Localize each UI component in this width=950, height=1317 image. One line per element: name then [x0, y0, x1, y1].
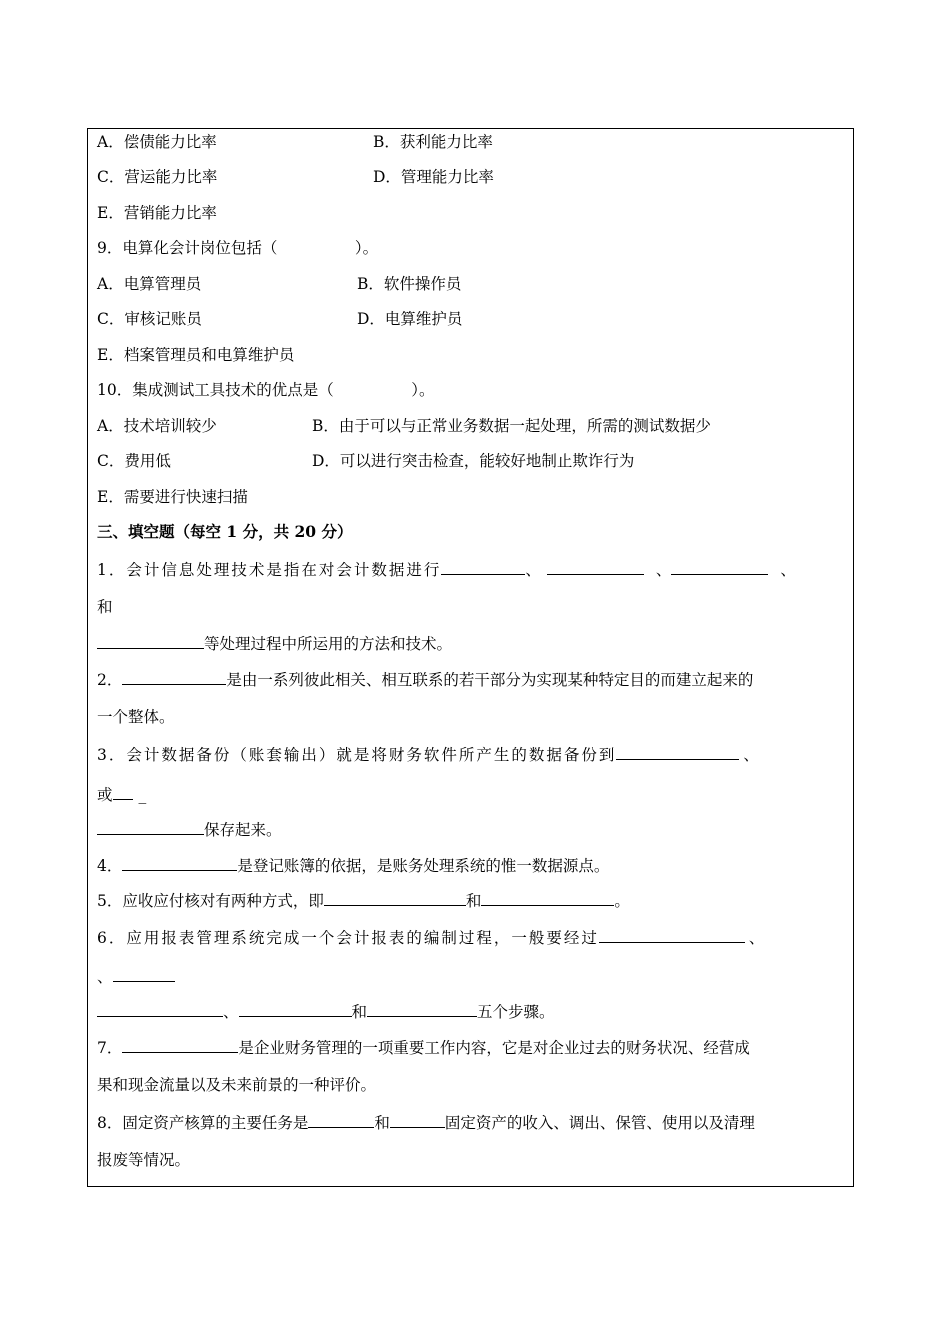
q10-option-a: A．技术培训较少 [97, 417, 217, 435]
separator: 、 [748, 929, 765, 947]
q10-option-c: C．费用低 [97, 452, 171, 470]
fill-q2-line1 [97, 668, 753, 692]
fill-q4-line [97, 854, 609, 878]
fill-q8-tail: 固定资产的收入、调出、保管、使用以及清理 [444, 1114, 755, 1132]
fill-q8-line1 [97, 1111, 755, 1135]
fill-q4-tail: 是登记账簿的依据，是账务处理系统的惟一数据源点。 [237, 857, 610, 875]
fill-q2-tail: 是由一系列彼此相关、相互联系的若干部分为实现某种特定目的而建立起来的 [226, 671, 754, 689]
fill-q3-line3 [97, 818, 282, 842]
q8-option-c: C．营运能力比率 [97, 168, 218, 186]
separator: 、 [780, 561, 796, 579]
fill-q6-line1 [97, 926, 764, 950]
q9-option-e: E．档案管理员和电算维护员 [97, 346, 295, 364]
fill-q7-tail: 是企业财务管理的一项重要工作内容，它是对企业过去的财务状况、经营成 [238, 1039, 750, 1057]
blank [324, 889, 466, 906]
fill-q3-line2 [97, 783, 146, 807]
q8-option-e: E．营销能力比率 [97, 204, 217, 222]
blank [97, 818, 204, 835]
fill-q1-line2: 和 [97, 598, 113, 616]
q9-option-d: D．电算维护员 [357, 310, 463, 328]
blank [239, 1000, 352, 1017]
fill-q3-tail: 保存起来。 [204, 821, 282, 839]
separator: 、 [743, 746, 759, 764]
blank [308, 1111, 374, 1128]
fill-q8-text: 8．固定资产核算的主要任务是 [97, 1114, 309, 1132]
q9-stem: 9．电算化会计岗位包括（ ）。 [97, 239, 379, 257]
blank [97, 632, 204, 649]
fill-q3-underscore: _ [138, 786, 147, 804]
q10-option-d: D．可以进行突击检查，能较好地制止欺诈行为 [312, 452, 635, 470]
fill-q8-line2: 报废等情况。 [97, 1151, 191, 1169]
q9-option-b: B．软件操作员 [357, 275, 462, 293]
fill-q6-text: 6．应用报表管理系统完成一个会计报表的编制过程，一般要经过 [97, 929, 599, 947]
q9-option-c: C．审核记账员 [97, 310, 202, 328]
fill-q3-or: 或 [97, 786, 113, 804]
separator: 、 [223, 1003, 239, 1021]
fill-q6-line3 [97, 1000, 555, 1024]
fill-q6-tail: 五个步骤。 [477, 1003, 555, 1021]
blank [113, 783, 133, 800]
fill-q1-line3 [97, 632, 452, 656]
blank [616, 743, 739, 760]
fill-q6-and: 和 [351, 1003, 368, 1021]
blank [113, 965, 175, 982]
blank [97, 1000, 223, 1017]
section-title: 三、填空题（每空 1 分，共 20 分） [97, 522, 353, 541]
blank [122, 1036, 238, 1053]
fill-q2-num: 2． [97, 671, 123, 689]
blank [671, 558, 768, 575]
fill-q7-line2: 果和现金流量以及未来前景的一种评价。 [97, 1076, 377, 1094]
separator: 、 [525, 561, 541, 579]
fill-q8-and: 和 [374, 1114, 390, 1132]
blank [122, 854, 237, 871]
fill-q4-num: 4． [97, 857, 123, 875]
q10-option-b: B．由于可以与正常业务数据一起处理，所需的测试数据少 [312, 417, 711, 435]
q8-option-a: A．偿债能力比率 [97, 133, 217, 151]
blank [367, 1000, 477, 1017]
fill-q5-and: 和 [465, 892, 482, 910]
fill-q5-line [97, 889, 630, 913]
separator: 、 [97, 968, 113, 986]
blank [441, 558, 525, 575]
blank [390, 1111, 445, 1128]
fill-q1-line1 [97, 558, 796, 582]
blank [547, 558, 644, 575]
fill-q7-num: 7． [97, 1039, 123, 1057]
question-frame [87, 128, 854, 1187]
q8-option-b: B．获利能力比率 [373, 133, 493, 151]
separator: 、 [655, 561, 672, 579]
fill-q6-line2 [97, 965, 175, 989]
fill-q3-line1 [97, 743, 759, 767]
blank [599, 926, 745, 943]
fill-q1-text: 1．会计信息处理技术是指在对会计数据进行 [97, 561, 442, 579]
fill-q1-tail: 等处理过程中所运用的方法和技术。 [204, 635, 453, 653]
fill-q7-line1 [97, 1036, 750, 1060]
fill-q5-end: 。 [614, 892, 630, 910]
fill-q5-text: 5．应收应付核对有两种方式，即 [97, 892, 324, 910]
q8-option-d: D．管理能力比率 [373, 168, 494, 186]
q10-option-e: E．需要进行快速扫描 [97, 488, 248, 506]
fill-q2-line2: 一个整体。 [97, 708, 175, 726]
blank [122, 668, 226, 685]
fill-q3-text: 3．会计数据备份（账套输出）就是将财务软件所产生的数据备份到 [97, 746, 617, 764]
blank [481, 889, 614, 906]
q10-stem: 10．集成测试工具技术的优点是（ ）。 [97, 381, 435, 399]
q9-option-a: A．电算管理员 [97, 275, 202, 293]
